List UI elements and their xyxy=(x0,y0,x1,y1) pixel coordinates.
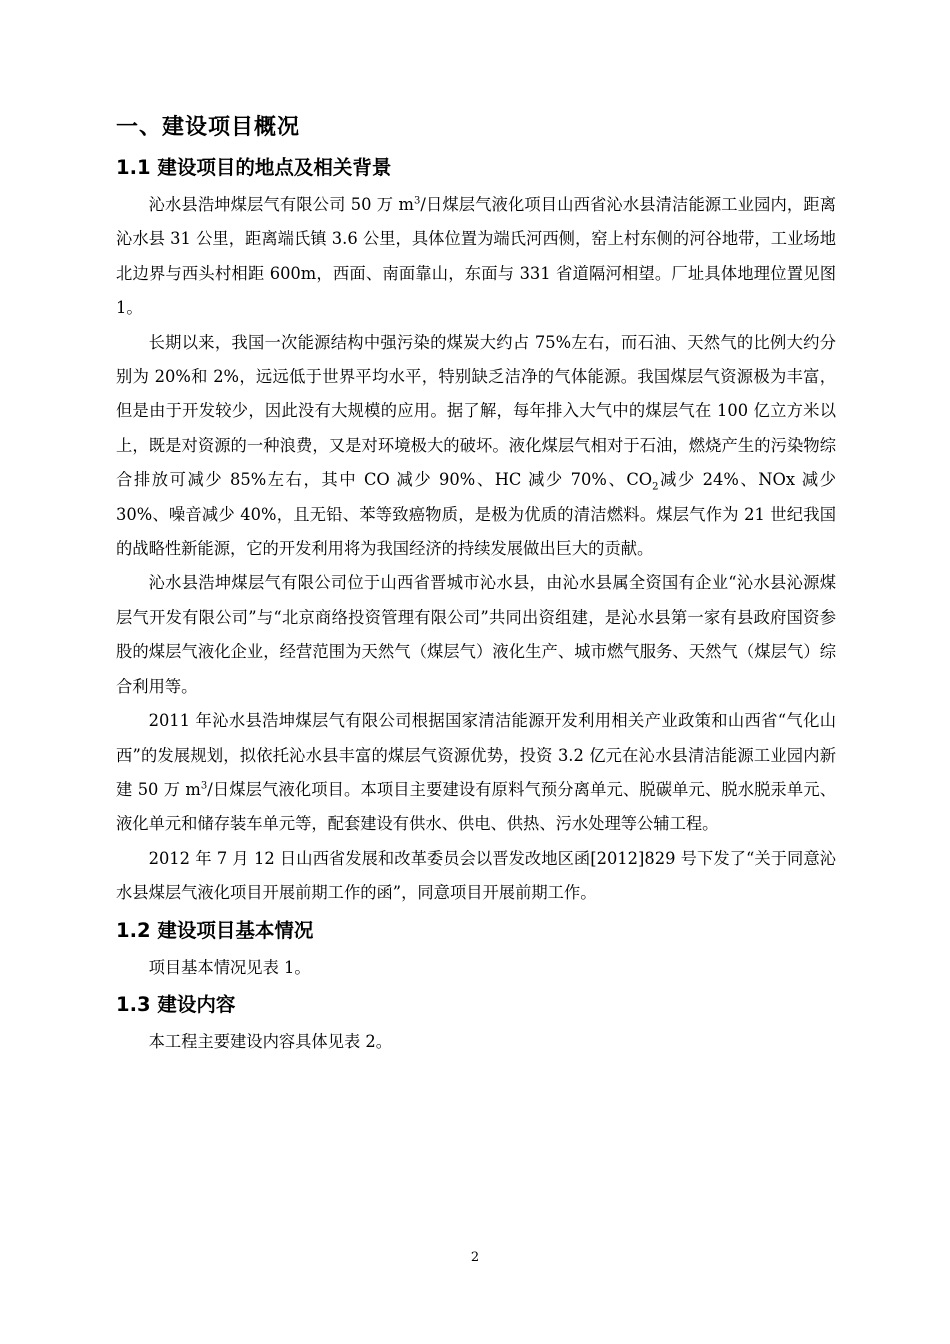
paragraph-energy-part-a: 长期以来，我国一次能源结构中强污染的煤炭大约占 75%左右，而石油、天然气的比例大约分别为 20%和 2%，远远低于世界平均水平，特别缺乏洁净的气体能源。我国煤层气资源极为丰富，但是由于开发较少，因此没有大规模的应用。据了解，每年排入大气中的煤层气在 100 亿立方米以上，既是对资源的一种浪费，又是对环境极大的破坏。液化煤层气相对于石油，燃烧产生的污染物综合排放可减少 85%左右，其中 CO 减少 90%、HC 减少 70%、CO xyxy=(116,332,836,490)
page-number: 2 xyxy=(470,1250,480,1265)
paragraph-plan-part-b: /日煤层气液化项目。本项目主要建设有原料气预分离单元、脱碳单元、脱水脱汞单元、液化单元和储存装车单元等，配套建设有供水、供电、供热、污水处理等公辅工程。 xyxy=(116,779,836,834)
paragraph-energy-part-b: 减少 24%、NOx 减少 30%、噪音减少 40%，且无铅、苯等致癌物质，是极为优质的清洁燃料。煤层气作为 21 世纪我国的战略性新能源，它的开发利用将为我国经济的持续发展做出巨大的贡献。 xyxy=(116,470,836,559)
subsection-title-1-3: 1.3 建设内容 xyxy=(116,992,236,1016)
paragraph-location xyxy=(116,188,836,326)
paragraph-location-part-b: /日煤层气液化项目山西省沁水县清洁能源工业园内，距离沁水县 31 公里，距离端氏镇 3.6 公里，具体位置为端氏河西侧，窑上村东侧的河谷地带，工业场地北边界与西头村相距 600m，西面、南面靠山，东面与 331 省道隔河相望。厂址具体地理位置见图 1。 xyxy=(116,195,836,318)
paragraph-basic-info: 项目基本情况见表 1。 xyxy=(148,957,311,977)
paragraph-construction-content: 本工程主要建设内容具体见表 2。 xyxy=(148,1031,393,1051)
section-title: 一、建设项目概况 xyxy=(116,115,301,140)
paragraph-location-part-a: 沁水县浩坤煤层气有限公司 50 万 m xyxy=(148,195,414,214)
page-content xyxy=(116,108,836,1059)
paragraph-approval: 2012 年 7 月 12 日山西省发展和改革委员会以晋发改地区函[2012]829 号下发了“关于同意沁水县煤层气液化项目开展前期工作的函”，同意项目开展前期工作。 xyxy=(116,848,836,903)
subsection-title-1-2: 1.2 建设项目基本情况 xyxy=(116,918,314,942)
paragraph-project-plan xyxy=(116,704,836,842)
superscript-3: 3 xyxy=(200,780,208,792)
paragraph-plan-part-a: 2011 年沁水县浩坤煤层气有限公司根据国家清洁能源开发利用相关产业政策和山西省“气化山西”的发展规划，拟依托沁水县丰富的煤层气资源优势，投资 3.2 亿元在沁水县清洁能源工业园内新建 50 万 m xyxy=(116,711,836,799)
subscript-2: 2 xyxy=(652,481,659,493)
superscript-3: 3 xyxy=(413,195,421,207)
paragraph-energy-background xyxy=(116,326,836,567)
paragraph-company-profile: 沁水县浩坤煤层气有限公司位于山西省晋城市沁水县，由沁水县属全资国有企业“沁水县沁源煤层气开发有限公司”与“北京商络投资管理有限公司”共同出资组建，是沁水县第一家有县政府国资参股的煤层气液化企业，经营范围为天然气（煤层气）液化生产、城市燃气服务、天然气（煤层气）综合利用等。 xyxy=(116,573,836,696)
subsection-title-1-1: 1.1 建设项目的地点及相关背景 xyxy=(116,156,392,179)
